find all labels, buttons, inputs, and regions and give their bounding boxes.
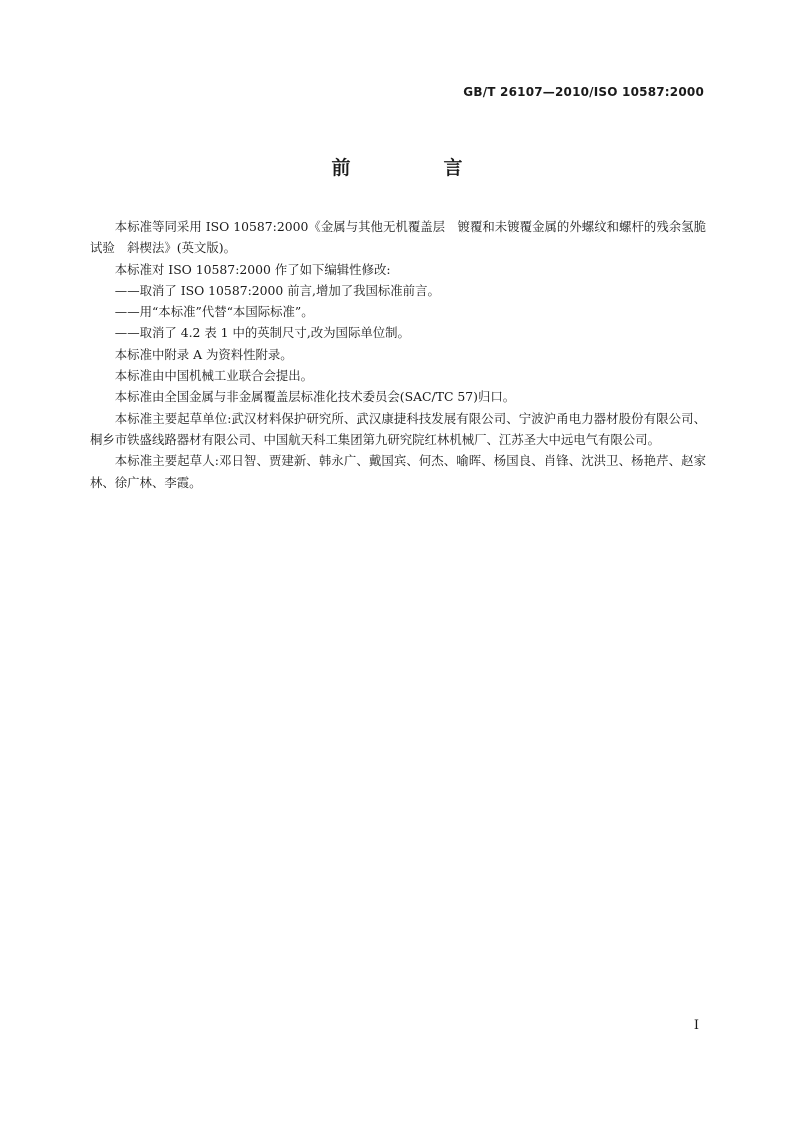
page-title: 前 言 bbox=[331, 157, 500, 179]
modification-item-1: ——取消了 ISO 10587:2000 前言,增加了我国标准前言。 bbox=[114, 282, 440, 298]
paragraph-proposed-by: 本标准由中国机械工业联合会提出。 bbox=[114, 368, 314, 384]
modification-item-3: ——取消了 4.2 表 1 中的英制尺寸,改为国际单位制。 bbox=[114, 325, 410, 341]
paragraph-modifications-intro: 本标准对 ISO 10587:2000 作了如下编辑性修改: bbox=[114, 261, 391, 277]
paragraph-centralized-by: 本标准由全国金属与非金属覆盖层标准化技术委员会(SAC/TC 57)归口。 bbox=[114, 389, 516, 405]
paragraph-drafting-units: 本标准主要起草单位:武汉材料保护研究所、武汉康捷科技发展有限公司、宁波沪甬电力器材股份有限公司、桐乡市铁盛线路器材有限公司、中国航天科工集团第九研究院红林机械厂、江苏圣大中远电气有限公司。 bbox=[90, 410, 706, 447]
paragraph-annex: 本标准中附录 A 为资料性附录。 bbox=[114, 346, 293, 362]
paragraph-adoption: 本标准等同采用 ISO 10587:2000《金属与其他无机覆盖层 镀覆和未镀覆金属的外螺纹和螺杆的残余氢脆试验 斜楔法》(英文版)。 bbox=[90, 219, 706, 256]
standard-code: GB/T 26107—2010/ISO 10587:2000 bbox=[463, 85, 704, 99]
page-number: I bbox=[693, 1018, 699, 1033]
foreword-body bbox=[90, 216, 706, 493]
paragraph-drafters: 本标准主要起草人:邓日智、贾建新、韩永广、戴国宾、何杰、喻晖、杨国良、肖锋、沈洪卫、杨艳芹、赵家林、徐广林、李霞。 bbox=[90, 453, 706, 490]
modification-item-2: ——用“本标准”代替“本国际标准”。 bbox=[114, 304, 314, 320]
